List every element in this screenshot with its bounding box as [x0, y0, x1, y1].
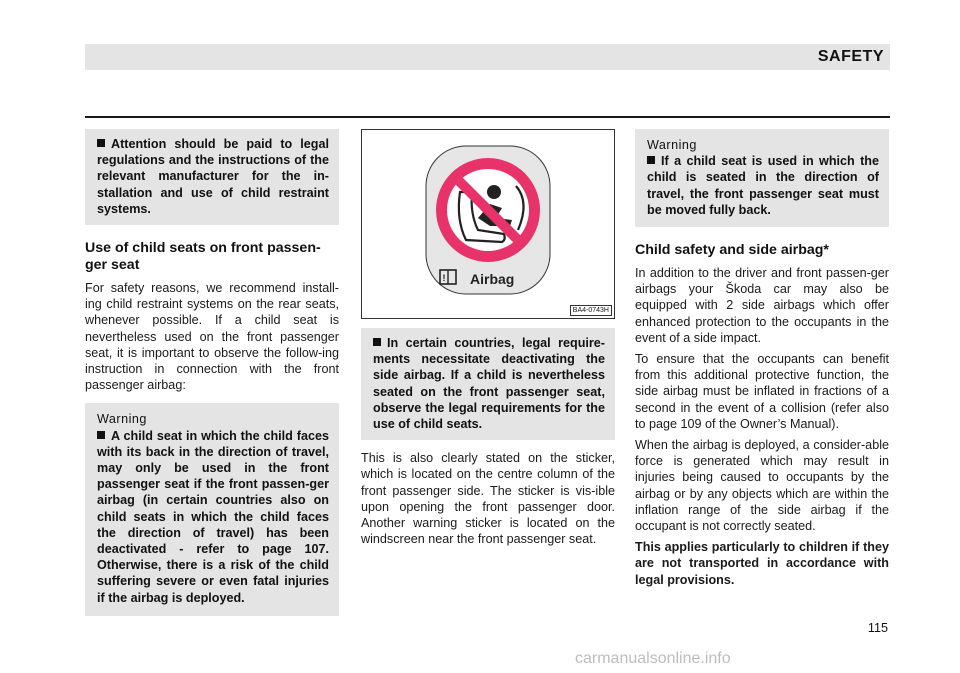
- airbag-warning-sticker-icon: [362, 130, 614, 318]
- section-heading: Child safety and side airbag*: [635, 242, 829, 259]
- page-number: 115: [867, 621, 888, 635]
- bullet-square-icon: [97, 139, 105, 147]
- header-bar: [85, 44, 890, 70]
- column-right: [635, 129, 889, 593]
- bullet-square-icon: [647, 156, 655, 164]
- bullet-square-icon: [373, 338, 381, 346]
- body-paragraph: When the airbag is deployed, a consider-able force is generated which may result in injuries being caused to occupants by the airbag or by any objects which are within the inflation range of the side airbag if the occupant is not correctly seated.: [635, 438, 889, 534]
- note-box: [361, 328, 615, 440]
- body-paragraph-emphasis: This applies particularly to children if they are not transported in accordance with legal provisions.: [635, 540, 889, 587]
- bullet-square-icon: [97, 431, 105, 439]
- svg-text:!: !: [442, 273, 446, 283]
- body-paragraph: In addition to the driver and front passen-ger airbags your Škoda car may also be equipped with 2 side airbags which offer enhanced protection to the occupants in the event of a side impact.: [635, 266, 889, 345]
- watermark: carmanualsonline.info: [575, 650, 731, 667]
- body-paragraph: This is also clearly stated on the sticker, which is located on the centre column of the front passenger side. The sticker is vis-ible upon opening the front passenger door. Another warning sticker is located on the windscreen near the front passenger seat.: [361, 451, 615, 547]
- note-box: [85, 129, 339, 225]
- figure-code: BA4-0743H: [570, 305, 612, 316]
- column-left: [85, 129, 339, 616]
- warning-label: Warning: [97, 412, 147, 427]
- body-paragraph: For safety reasons, we recommend install-ing child restraint systems on the rear seats, whenever possible. If a child seat is nevertheless used on the front passenger seat, it is important to observe the follow-ing instruction in connection with the front passenger airbag:: [85, 281, 339, 393]
- warning-text: A child seat in which the child faces with its back in the direction of travel, may only be used in the front passenger seat if the front passen-ger airbag (in certain countries also on child seats in which the child faces the direction of travel) has been deactivated - refer to page 107. Otherwise, there is a risk of the child suffering severe or even fatal injuries if the airbag is deployed.: [97, 428, 329, 605]
- section-heading: Use of child seats on front passen-ger seat: [85, 240, 321, 274]
- note-text: Attention should be paid to legal regulations and the instructions of the relevant manufacturer for the in-stallation and use of child restraint systems.: [97, 137, 329, 216]
- warning-box: [85, 403, 339, 615]
- warning-text: If a child seat is used in which the child is seated in the direction of travel, the front passenger seat must be moved fully back.: [647, 154, 879, 217]
- airbag-sticker-figure: [361, 129, 615, 319]
- warning-box: [635, 129, 889, 227]
- sticker-label: Airbag: [470, 271, 515, 287]
- note-text: In certain countries, legal require-ments necessitate deactivating the side airbag. If a child is nevertheless seated on the front passenger seat, observe the legal requirements for the use of child seats.: [373, 336, 605, 432]
- warning-label: Warning: [647, 138, 697, 152]
- header-rule: [85, 116, 890, 118]
- column-middle: [361, 129, 615, 552]
- body-paragraph: To ensure that the occupants can benefit from this additional protective function, the side airbag must be inflated in fractions of a second in the event of a collision (refer also to page 109 of the Owner’s Manual).: [635, 352, 889, 431]
- section-title: SAFETY: [817, 48, 884, 65]
